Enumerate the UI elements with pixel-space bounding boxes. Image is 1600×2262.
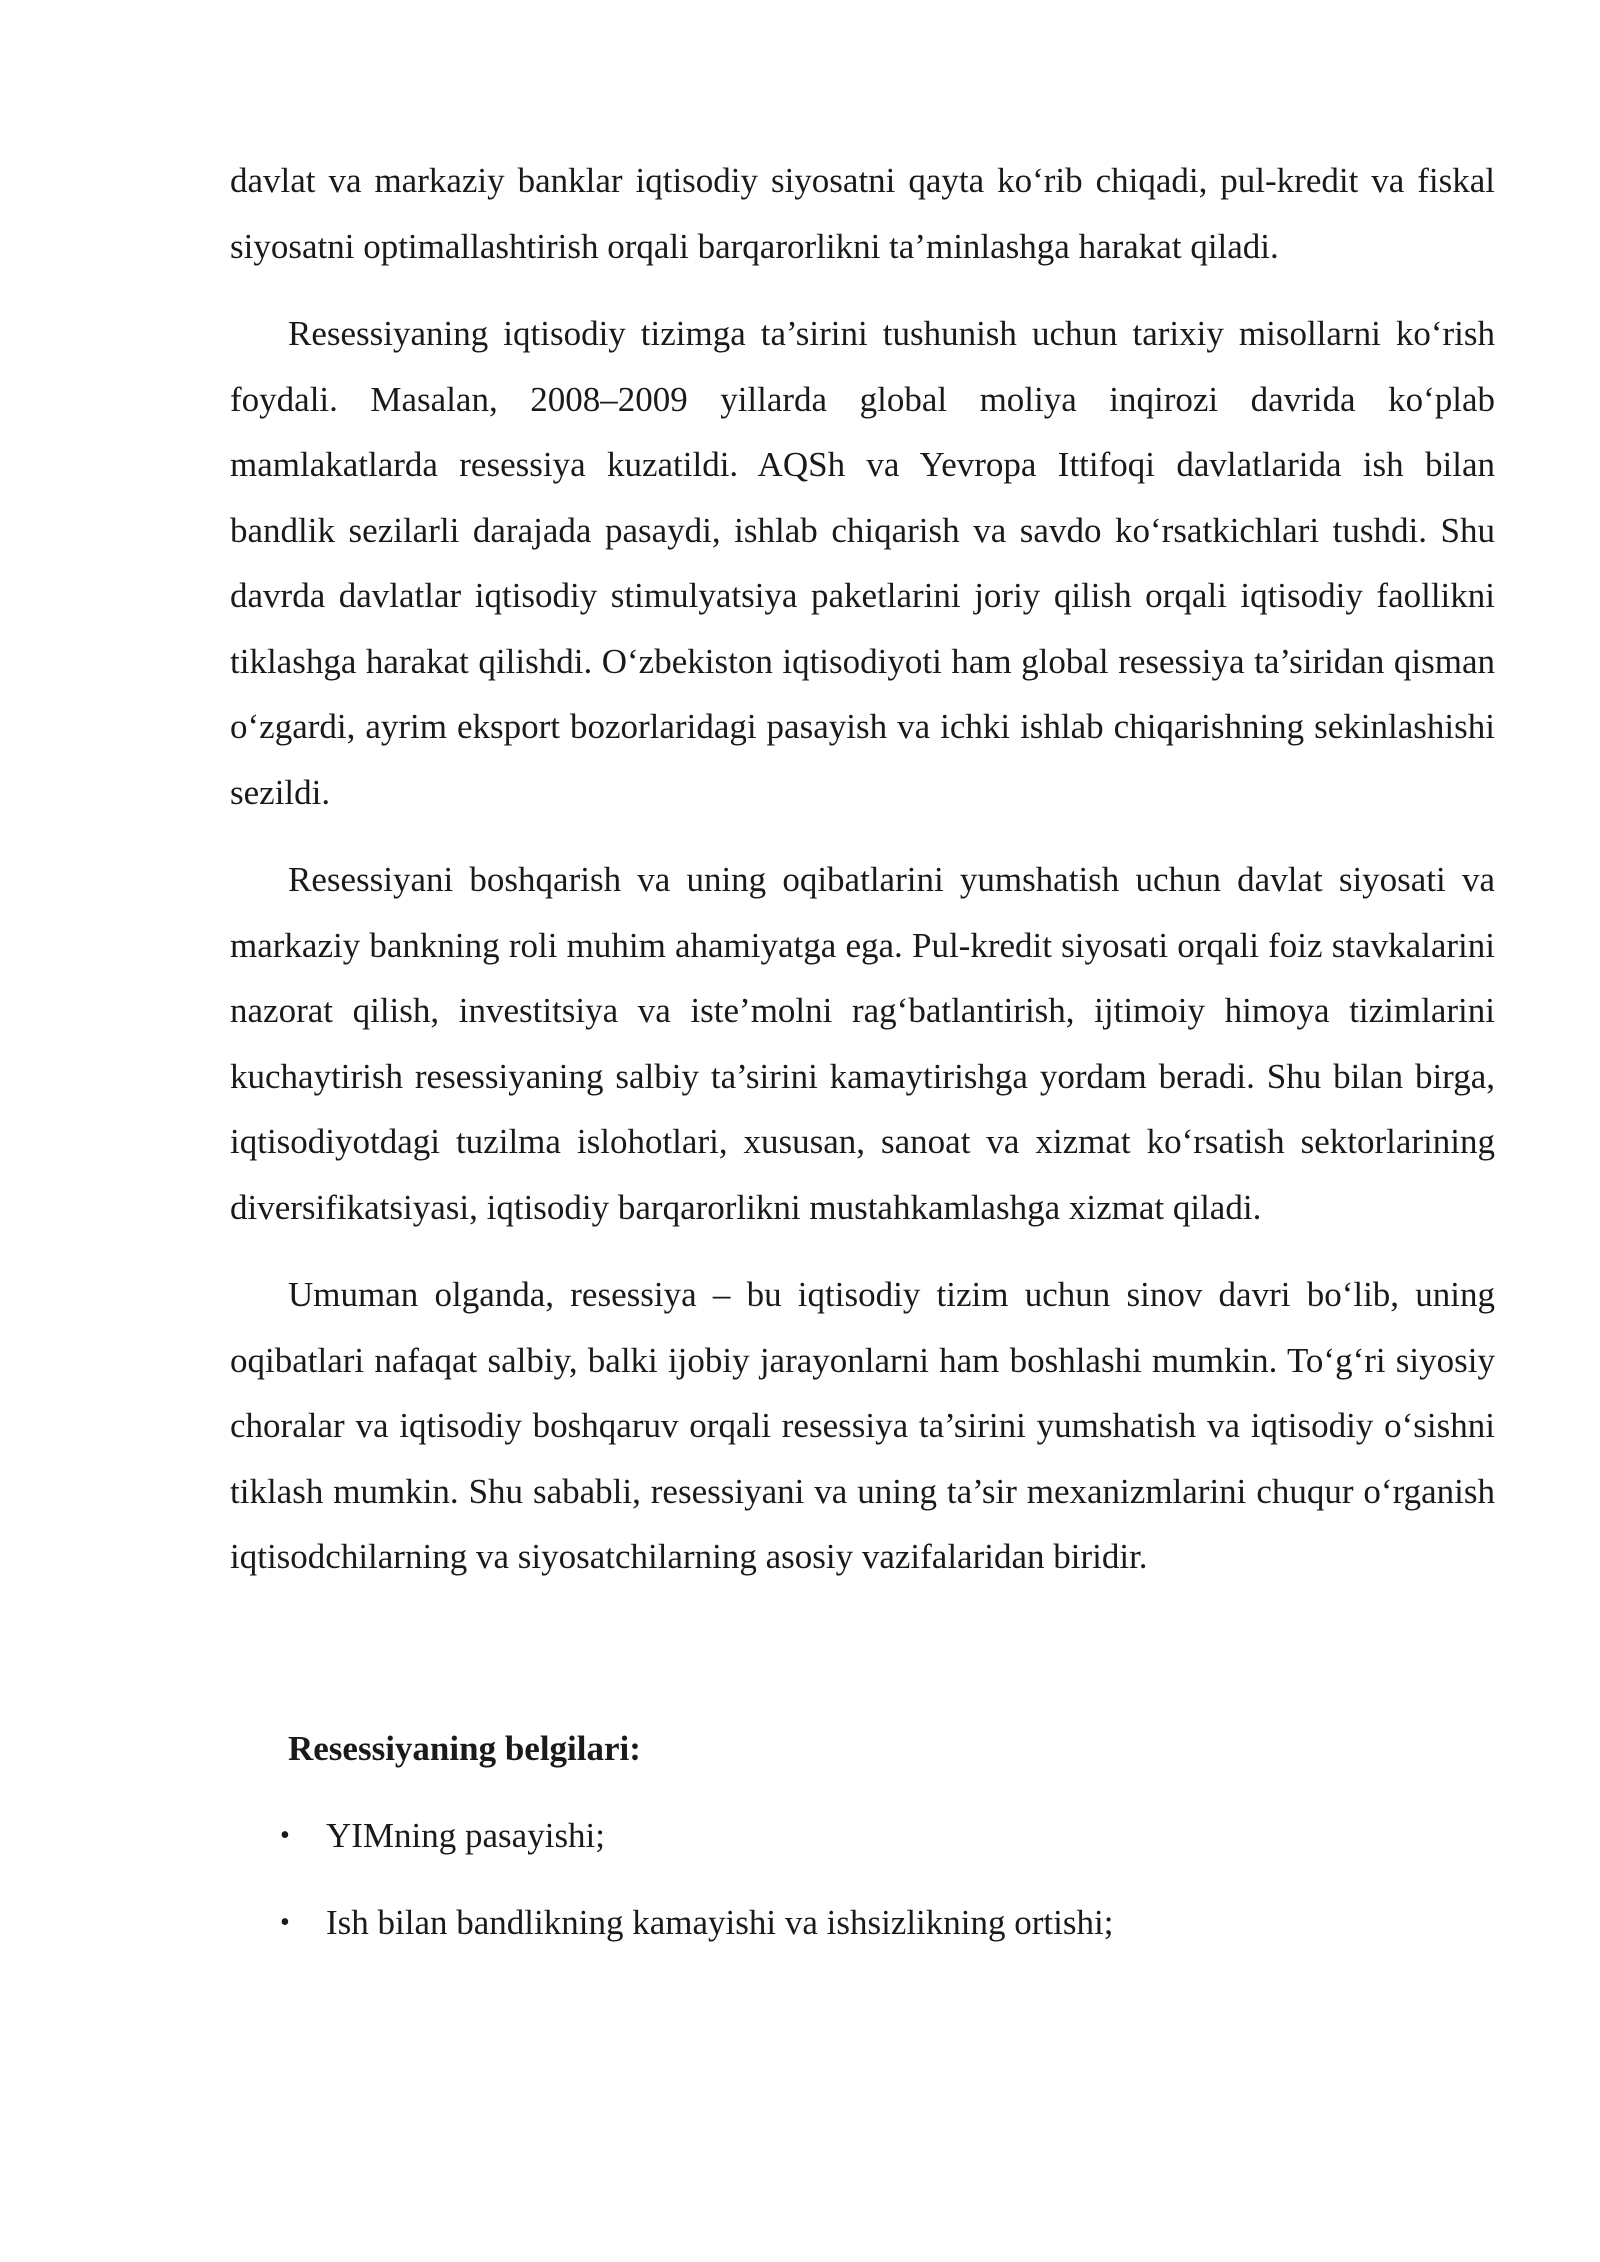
section-heading: Resessiyaning belgilari:	[288, 1728, 641, 1768]
bullet-icon: •	[280, 1819, 290, 1851]
list-item	[230, 1890, 1495, 1955]
paragraph-policy-role: Resessiyani boshqarish va uning oqibatlarini yumshatish uchun davlat siyosati va markaziy bankning roli muhim ahamiyatga ega. Pul-kredit siyosati orqali foiz stavkalarini nazorat qilish, investitsiya va iste’molni rag‘batlantirish, ijtimoiy himoya tizimlarini kuchaytirish resessiyaning salbiy ta’sirini kamaytirishga yordam beradi. Shu bilan birga, iqtisodiyotdagi tuzilma islohotlari, xususan, sanoat va xizmat ko‘rsatish sektorlarining diversifikatsiyasi, iqtisodiy barqarorlikni mustahkamlashga xizmat qiladi.	[230, 860, 1495, 1227]
list-item-text: YIMning pasayishi;	[326, 1815, 606, 1855]
paragraph-continuation: davlat va markaziy banklar iqtisodiy siyosatni qayta ko‘rib chiqadi, pul-kredit va fiskal siyosatni optimallashtirish orqali barqarorlikni ta’minlashga harakat qiladi.	[230, 161, 1495, 266]
document-page	[230, 148, 1495, 1977]
bullet-list	[230, 1803, 1495, 1955]
bullet-icon: •	[280, 1906, 290, 1938]
paragraph-conclusion: Umuman olganda, resessiya – bu iqtisodiy tizim uchun sinov davri bo‘lib, uning oqibatlari nafaqat salbiy, balki ijobiy jarayonlarni ham boshlashi mumkin. To‘g‘ri siyosiy choralar va iqtisodiy boshqaruv orqali resessiya ta’sirini yumshatish va iqtisodiy o‘sishni tiklash mumkin. Shu sababli, resessiyani va uning ta’sir mexanizmlarini chuqur o‘rganish iqtisodchilarning va siyosatchilarning asosiy vazifalaridan biridir.	[230, 1275, 1495, 1576]
list-item	[230, 1803, 1495, 1868]
paragraph-historical-examples: Resessiyaning iqtisodiy tizimga ta’sirini tushunish uchun tarixiy misollarni ko‘rish foydali. Masalan, 2008–2009 yillarda global moliya inqirozi davrida ko‘plab mamlakatlarda resessiya kuzatildi. AQSh va Yevropa Ittifoqi davlatlarida ish bilan bandlik sezilarli darajada pasaydi, ishlab chiqarish va savdo ko‘rsatkichlari tushdi. Shu davrda davlatlar iqtisodiy stimulyatsiya paketlarini joriy qilish orqali iqtisodiy faollikni tiklashga harakat qilishdi. O‘zbekiston iqtisodiyoti ham global resessiya ta’siridan qisman o‘zgardi, ayrim eksport bozorlaridagi pasayish va ichki ishlab chiqarishning sekinlashishi sezildi.	[230, 314, 1495, 812]
list-item-text: Ish bilan bandlikning kamayishi va ishsizlikning ortishi;	[326, 1902, 1114, 1942]
